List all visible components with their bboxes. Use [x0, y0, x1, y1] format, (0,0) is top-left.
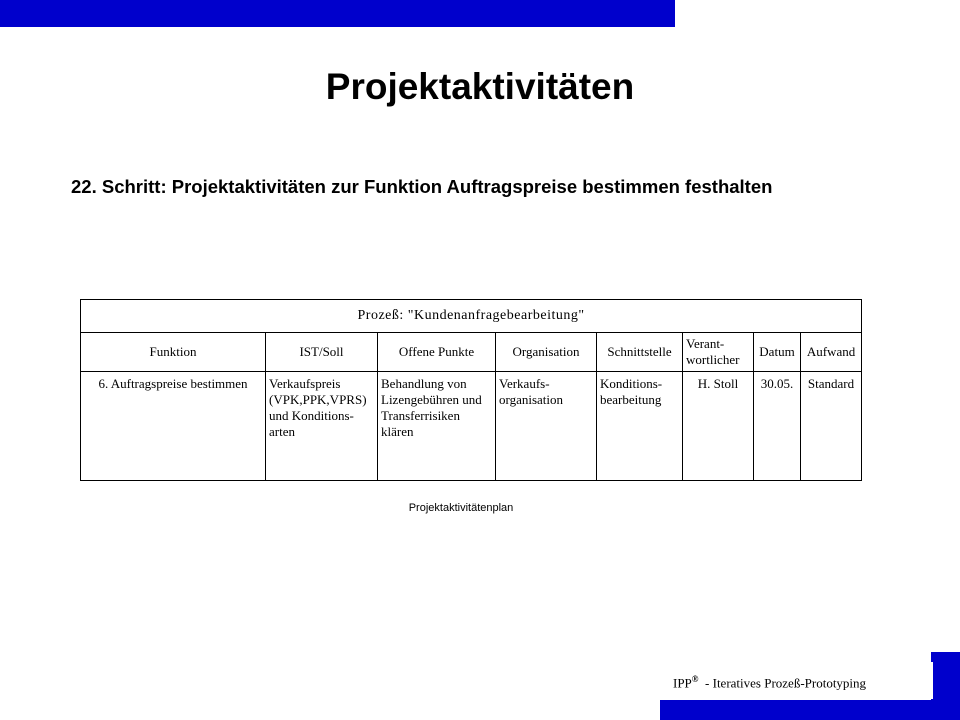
table-cell: Verkaufs- organisation — [496, 372, 597, 480]
table-row — [81, 372, 861, 480]
table-header: Organisation — [496, 333, 597, 372]
footer-brand: IPP — [673, 675, 692, 691]
slide-title: Projektaktivitäten — [325, 66, 635, 107]
table-caption: Projektaktivitätenplan — [408, 502, 514, 514]
table-header: IST/Soll — [266, 333, 378, 372]
footer-box — [655, 662, 933, 699]
table-header: Datum — [754, 333, 801, 372]
table-cell: Standard — [807, 376, 855, 391]
footer-corner-bar — [931, 652, 960, 720]
table-cell: H. Stoll — [683, 372, 754, 480]
footer-label — [673, 674, 866, 691]
table-header: Funktion — [81, 333, 266, 372]
table-header: Offene Punkte — [378, 333, 496, 372]
table-header: Schnittstelle — [597, 333, 683, 372]
footer-text: - Iteratives Prozeß-Prototyping — [705, 675, 867, 691]
table-header: Aufwand — [801, 333, 861, 372]
table-cell: Behandlung von Lizengebühren und Transferrisiken klären — [378, 372, 496, 480]
table-cell: 30.05. — [754, 372, 801, 480]
activity-table — [80, 299, 862, 481]
slide-subtitle: 22. Schritt: Projektaktivitäten zur Funktion Auftragspreise bestimmen festhalten — [71, 176, 773, 197]
table-cell: 6. Auftragspreise bestimmen — [81, 372, 266, 480]
top-accent-bar — [0, 0, 675, 27]
table-cell: Konditions- bearbeitung — [597, 372, 683, 480]
registered-mark-icon: ® — [691, 674, 699, 684]
process-name: Prozeß: "Kundenanfragebearbeitung" — [81, 300, 861, 333]
table-header-row — [81, 333, 861, 372]
table-cell: Verkaufspreis (VPK,PPK,VPRS) und Konditions- arten — [266, 372, 378, 480]
footer-accent-bar — [660, 700, 952, 720]
table-header: Verant- wortlicher — [683, 333, 754, 372]
